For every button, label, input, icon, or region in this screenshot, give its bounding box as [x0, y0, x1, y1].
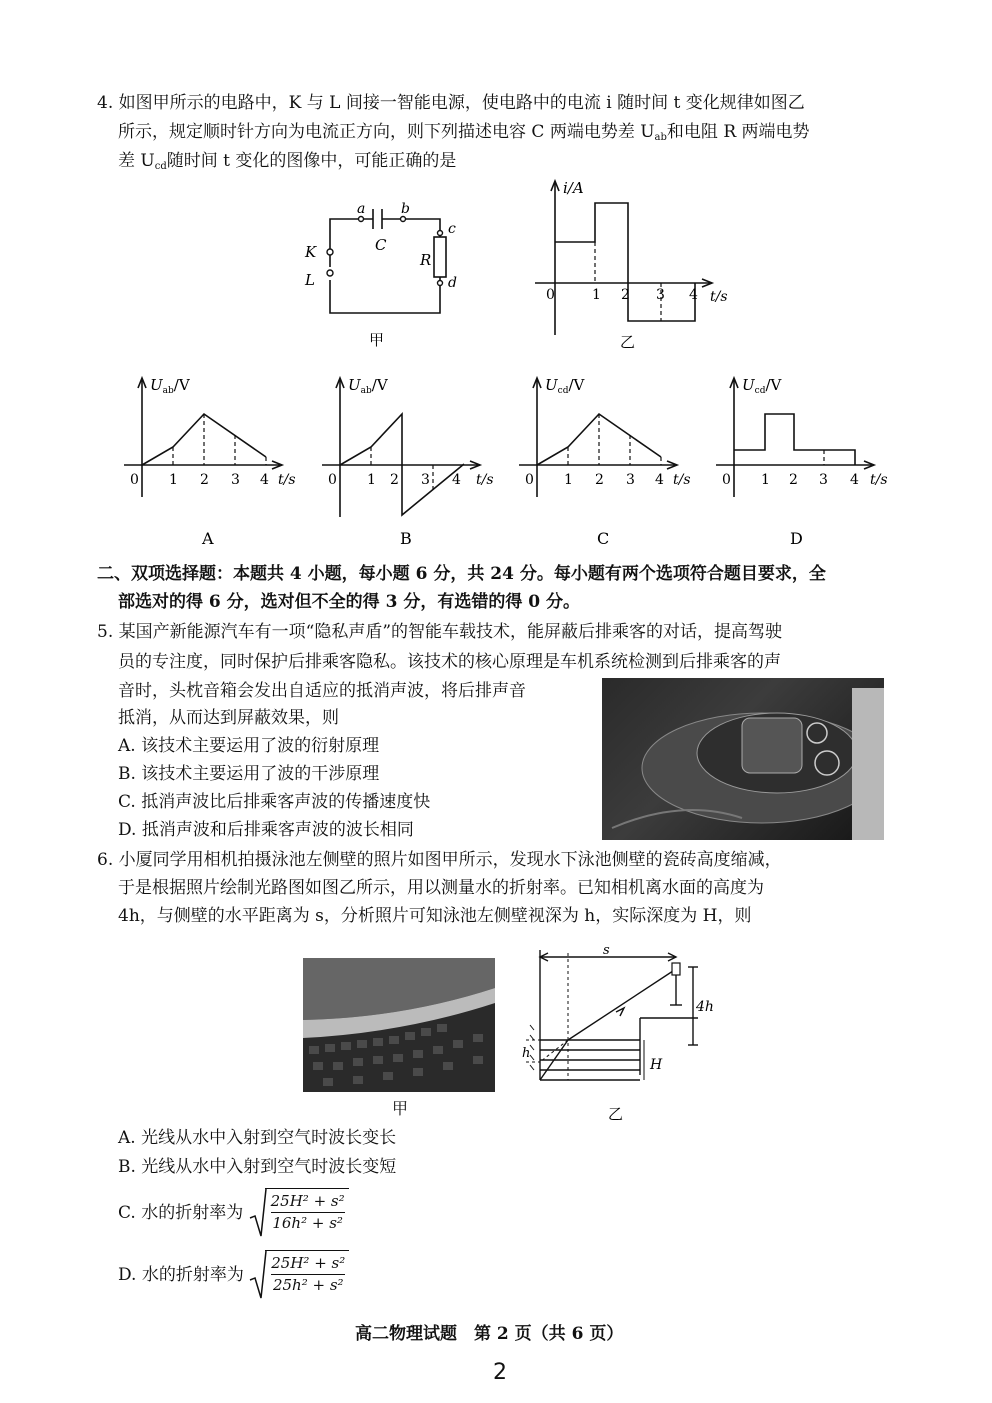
- opt-b-tick-3: 3: [421, 472, 430, 488]
- pool-photo: [303, 958, 495, 1092]
- page-number: 2: [493, 1360, 507, 1385]
- opt-d-xlabel: t/s: [870, 472, 888, 488]
- optics-label-s: s: [603, 945, 610, 958]
- yi-caption: 乙: [620, 333, 636, 351]
- optics-label-H: H: [650, 1057, 663, 1073]
- q5-line3: 音时，头枕音箱会发出自适应的抵消声波，将后排声音: [118, 681, 526, 701]
- opt-b-xlabel: t/s: [476, 472, 494, 488]
- opt-c-xlabel: t/s: [673, 472, 691, 488]
- circuit-label-b: b: [401, 201, 410, 217]
- q6-line1: 6. 小厦同学用相机拍摄泳池左侧壁的照片如图甲所示，发现水下泳池侧壁的瓷砖高度缩减，: [97, 850, 782, 870]
- sqrt-sign-icon: [249, 1250, 267, 1300]
- opt-c-ylabel: $U_{cd}/V$: [545, 376, 585, 396]
- q4-line3-text: 差 U: [118, 151, 155, 171]
- opt-d-tick-3: 3: [819, 472, 828, 488]
- section2-line2: 部选对的得 6 分，选对但不全的得 3 分，有选错的得 0 分。: [118, 592, 580, 612]
- section2-line1: 二、双项选择题：本题共 4 小题，每小题 6 分，共 24 分。每小题有两个选项符合题目要求，全: [97, 564, 826, 584]
- opt-a-letter: A: [202, 529, 214, 548]
- q6-line2: 于是根据照片绘制光路图如图乙所示，用以测量水的折射率。已知相机离水面的高度为: [118, 878, 764, 898]
- q6-option-a: A. 光线从水中入射到空气时波长变长: [118, 1128, 397, 1148]
- opt-a-tick-2: 2: [200, 472, 209, 488]
- q6-option-d-numerator: 25H² + s²: [271, 1253, 345, 1275]
- opt-c-tick-1: 1: [564, 472, 573, 488]
- q5-line4: 抵消，从而达到屏蔽效果，则: [118, 708, 339, 728]
- opt-c-letter: C: [597, 529, 610, 548]
- q5-line1: 5. 某国产新能源汽车有一项“隐私声盾”的智能车载技术，能屏蔽后排乘客的对话，提高驾驶: [97, 622, 783, 642]
- car-photo: [602, 678, 884, 840]
- q5-line2: 员的专注度，同时保护后排乘客隐私。该技术的核心原理是车机系统检测到后排乘客的声: [118, 652, 781, 672]
- opt-b-tick-2: 2: [390, 472, 399, 488]
- q6-option-d-sqrt: [249, 1250, 349, 1295]
- option-d-graph: [712, 372, 892, 552]
- yi-ylabel: i/A: [563, 179, 584, 197]
- q4-line3-sub: cd: [154, 161, 167, 172]
- q5-option-c: C. 抵消声波比后排乘客声波的传播速度快: [118, 792, 431, 812]
- opt-b-tick-0: 0: [328, 472, 337, 488]
- q4-line2-text: 所示，规定顺时针方向为电流正方向，则下列描述电容 C 两端电势差 U: [118, 122, 655, 142]
- opt-a-xlabel: t/s: [278, 472, 296, 488]
- opt-b-letter: B: [400, 529, 412, 548]
- option-c-graph: [515, 372, 695, 552]
- q6-option-d-denominator: 25h² + s²: [272, 1276, 344, 1294]
- q4-stem-line2: [118, 120, 810, 150]
- option-b-graph: [318, 372, 498, 552]
- page-footer: 高二物理试题 第 2 页（共 6 页）: [355, 1324, 624, 1344]
- optics-label-h: h: [522, 1046, 531, 1061]
- opt-d-tick-2: 2: [789, 472, 798, 488]
- sqrt-sign-icon: [249, 1188, 267, 1238]
- q6-option-d: [118, 1250, 349, 1295]
- q6-option-c-sqrt: [249, 1188, 349, 1233]
- optics-label-4h: 4h: [696, 999, 714, 1015]
- opt-c-tick-4: 4: [655, 472, 664, 488]
- q6-option-c: [118, 1188, 349, 1233]
- circuit-diagram: [295, 195, 470, 355]
- opt-d-letter: D: [790, 529, 803, 548]
- q5-option-a: A. 该技术主要运用了波的衍射原理: [118, 736, 380, 756]
- opt-d-ylabel: $U_{cd}/V$: [742, 376, 782, 396]
- car-illustration: [602, 678, 884, 840]
- q4-line2-sub: ab: [654, 132, 667, 143]
- optics-diagram: [518, 945, 718, 1130]
- q6-option-b: B. 光线从水中入射到空气时波长变短: [118, 1157, 397, 1177]
- opt-b-tick-4: 4: [452, 472, 461, 488]
- yi-tick-1: 1: [592, 287, 601, 303]
- q6-option-d-prefix: D. 水的折射率为: [118, 1265, 244, 1285]
- opt-c-tick-3: 3: [626, 472, 635, 488]
- circuit-label-R: R: [420, 251, 432, 269]
- opt-c-tick-2: 2: [595, 472, 604, 488]
- q4-stem-line3: [118, 149, 456, 179]
- circuit-caption: 甲: [369, 331, 385, 349]
- opt-a-tick-0: 0: [130, 472, 139, 488]
- opt-c-tick-0: 0: [525, 472, 534, 488]
- circuit-label-c: c: [448, 221, 456, 237]
- yi-tick-0: 0: [546, 287, 555, 303]
- opt-d-tick-1: 1: [761, 472, 770, 488]
- opt-d-tick-4: 4: [850, 472, 859, 488]
- q4-stem-line1: 4. 如图甲所示的电路中，K 与 L 间接一智能电源，使电路中的电流 i 随时间 t 变化规律如图乙: [97, 93, 805, 113]
- opt-b-ylabel: $U_{ab}/V$: [348, 376, 388, 396]
- q4-line2-text-b: 和电阻 R 两端电势: [666, 122, 810, 142]
- circuit-label-L: L: [305, 271, 315, 289]
- opt-b-tick-1: 1: [367, 472, 376, 488]
- opt-d-tick-0: 0: [722, 472, 731, 488]
- pool-photo-illustration: [303, 958, 495, 1092]
- yi-tick-2: 2: [621, 287, 630, 303]
- opt-a-tick-1: 1: [169, 472, 178, 488]
- circuit-label-d: d: [448, 275, 457, 291]
- current-graph: [530, 175, 745, 360]
- q5-option-d: D. 抵消声波和后排乘客声波的波长相同: [118, 820, 414, 840]
- yi-tick-4: 4: [689, 287, 698, 303]
- q6-option-c-denominator: 16h² + s²: [272, 1214, 343, 1232]
- yi-xlabel: t/s: [710, 289, 728, 305]
- circuit-label-C: C: [375, 236, 387, 254]
- optics-caption: 乙: [608, 1105, 624, 1123]
- circuit-label-K: K: [305, 243, 317, 261]
- circuit-label-a: a: [357, 201, 366, 217]
- opt-a-ylabel: $U_{ab}/V$: [150, 376, 190, 396]
- option-a-graph: [120, 372, 300, 552]
- q6-line3: 4h，与侧壁的水平距离为 s，分析照片可知泳池左侧壁视深为 h，实际深度为 H，则: [118, 906, 752, 926]
- q5-option-b: B. 该技术主要运用了波的干涉原理: [118, 764, 380, 784]
- opt-a-tick-3: 3: [231, 472, 240, 488]
- pool-photo-caption: 甲: [392, 1099, 409, 1118]
- q6-option-c-prefix: C. 水的折射率为: [118, 1203, 244, 1223]
- q4-line3-text-b: 随时间 t 变化的图像中，可能正确的是: [166, 151, 457, 171]
- yi-tick-3: 3: [656, 287, 665, 303]
- q6-option-c-numerator: 25H² + s²: [271, 1191, 345, 1213]
- opt-a-tick-4: 4: [260, 472, 269, 488]
